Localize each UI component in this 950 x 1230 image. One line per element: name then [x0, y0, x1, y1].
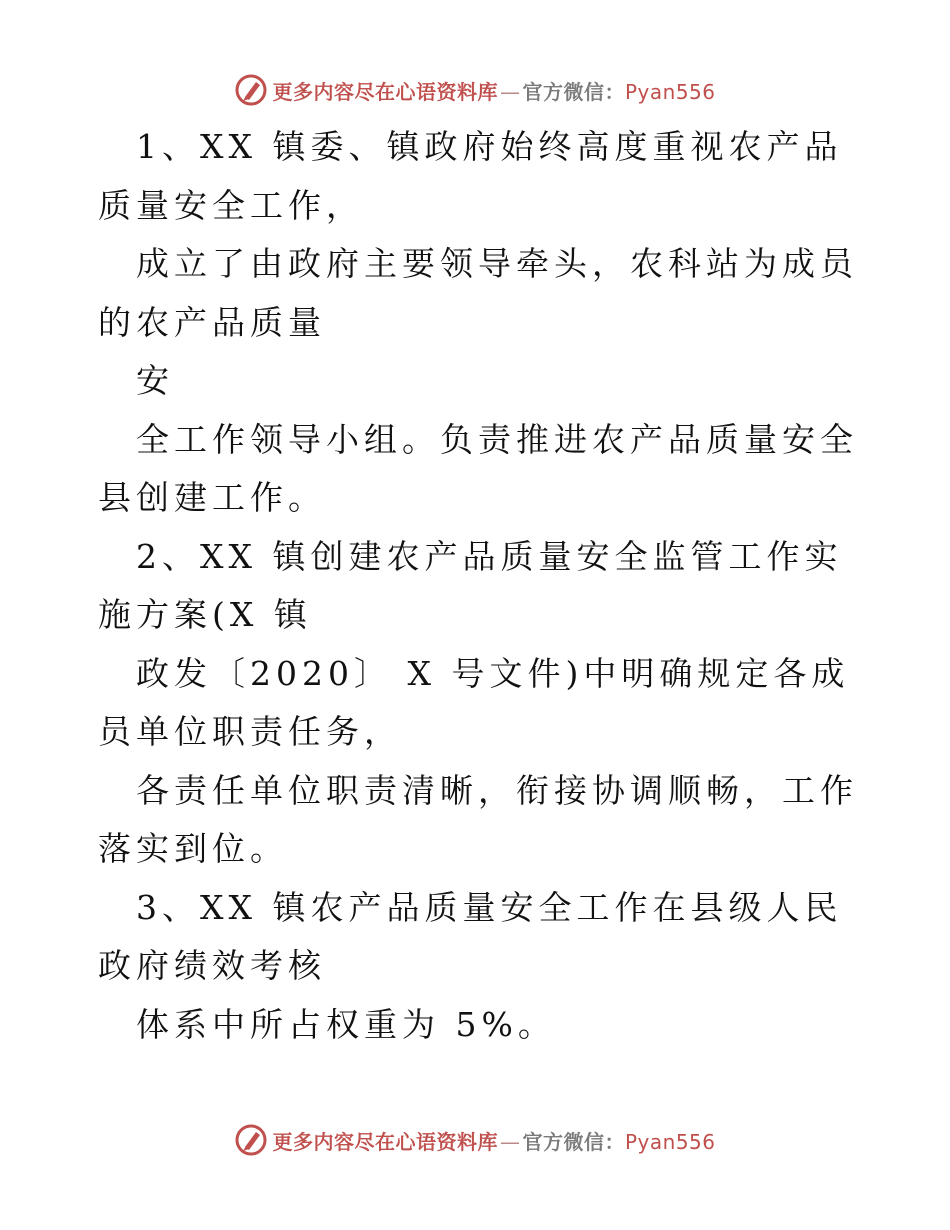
watermark-wechat-id: Pyan556 [624, 79, 716, 104]
footer-watermark [0, 1120, 950, 1160]
pen-nib-circle-icon [234, 1123, 268, 1157]
pen-nib-circle-icon [234, 73, 268, 107]
watermark-label: 更多内容尽在心语资料库 [272, 1129, 498, 1154]
header-watermark [0, 70, 950, 110]
paragraph-4: 全工作领导小组。负责推进农产品质量安全县创建工作。 [98, 419, 858, 517]
watermark-label: 更多内容尽在心语资料库 [272, 79, 498, 104]
watermark-separator: — [499, 1129, 521, 1154]
watermark-wechat-id: Pyan556 [624, 1129, 716, 1154]
watermark-separator: — [499, 79, 521, 104]
paragraph-5: 2、XX 镇创建农产品质量安全监管工作实施方案(X 镇 [98, 536, 843, 634]
paragraph-7: 各责任单位职责清晰，衔接协调顺畅，工作落实到位。 [98, 770, 858, 868]
watermark-text [272, 1126, 715, 1155]
watermark-wechat-label: 官方微信： [522, 79, 625, 104]
document-body [98, 118, 858, 1054]
paragraph-1: 1、XX 镇委、镇政府始终高度重视农产品质量安全工作， [98, 127, 843, 225]
paragraph-6: 政发〔2020〕 X 号文件)中明确规定各成员单位职责任务， [98, 653, 850, 751]
paragraph-8: 3、XX 镇农产品质量安全工作在县级人民政府绩效考核 [98, 887, 843, 985]
paragraph-3: 安 [136, 361, 174, 400]
paragraph-9: 体系中所占权重为 5%。 [136, 1004, 556, 1044]
paragraph-2: 成立了由政府主要领导牵头，农科站为成员的农产品质量 [98, 244, 858, 342]
watermark-text [272, 76, 715, 105]
watermark-wechat-label: 官方微信： [522, 1129, 625, 1154]
